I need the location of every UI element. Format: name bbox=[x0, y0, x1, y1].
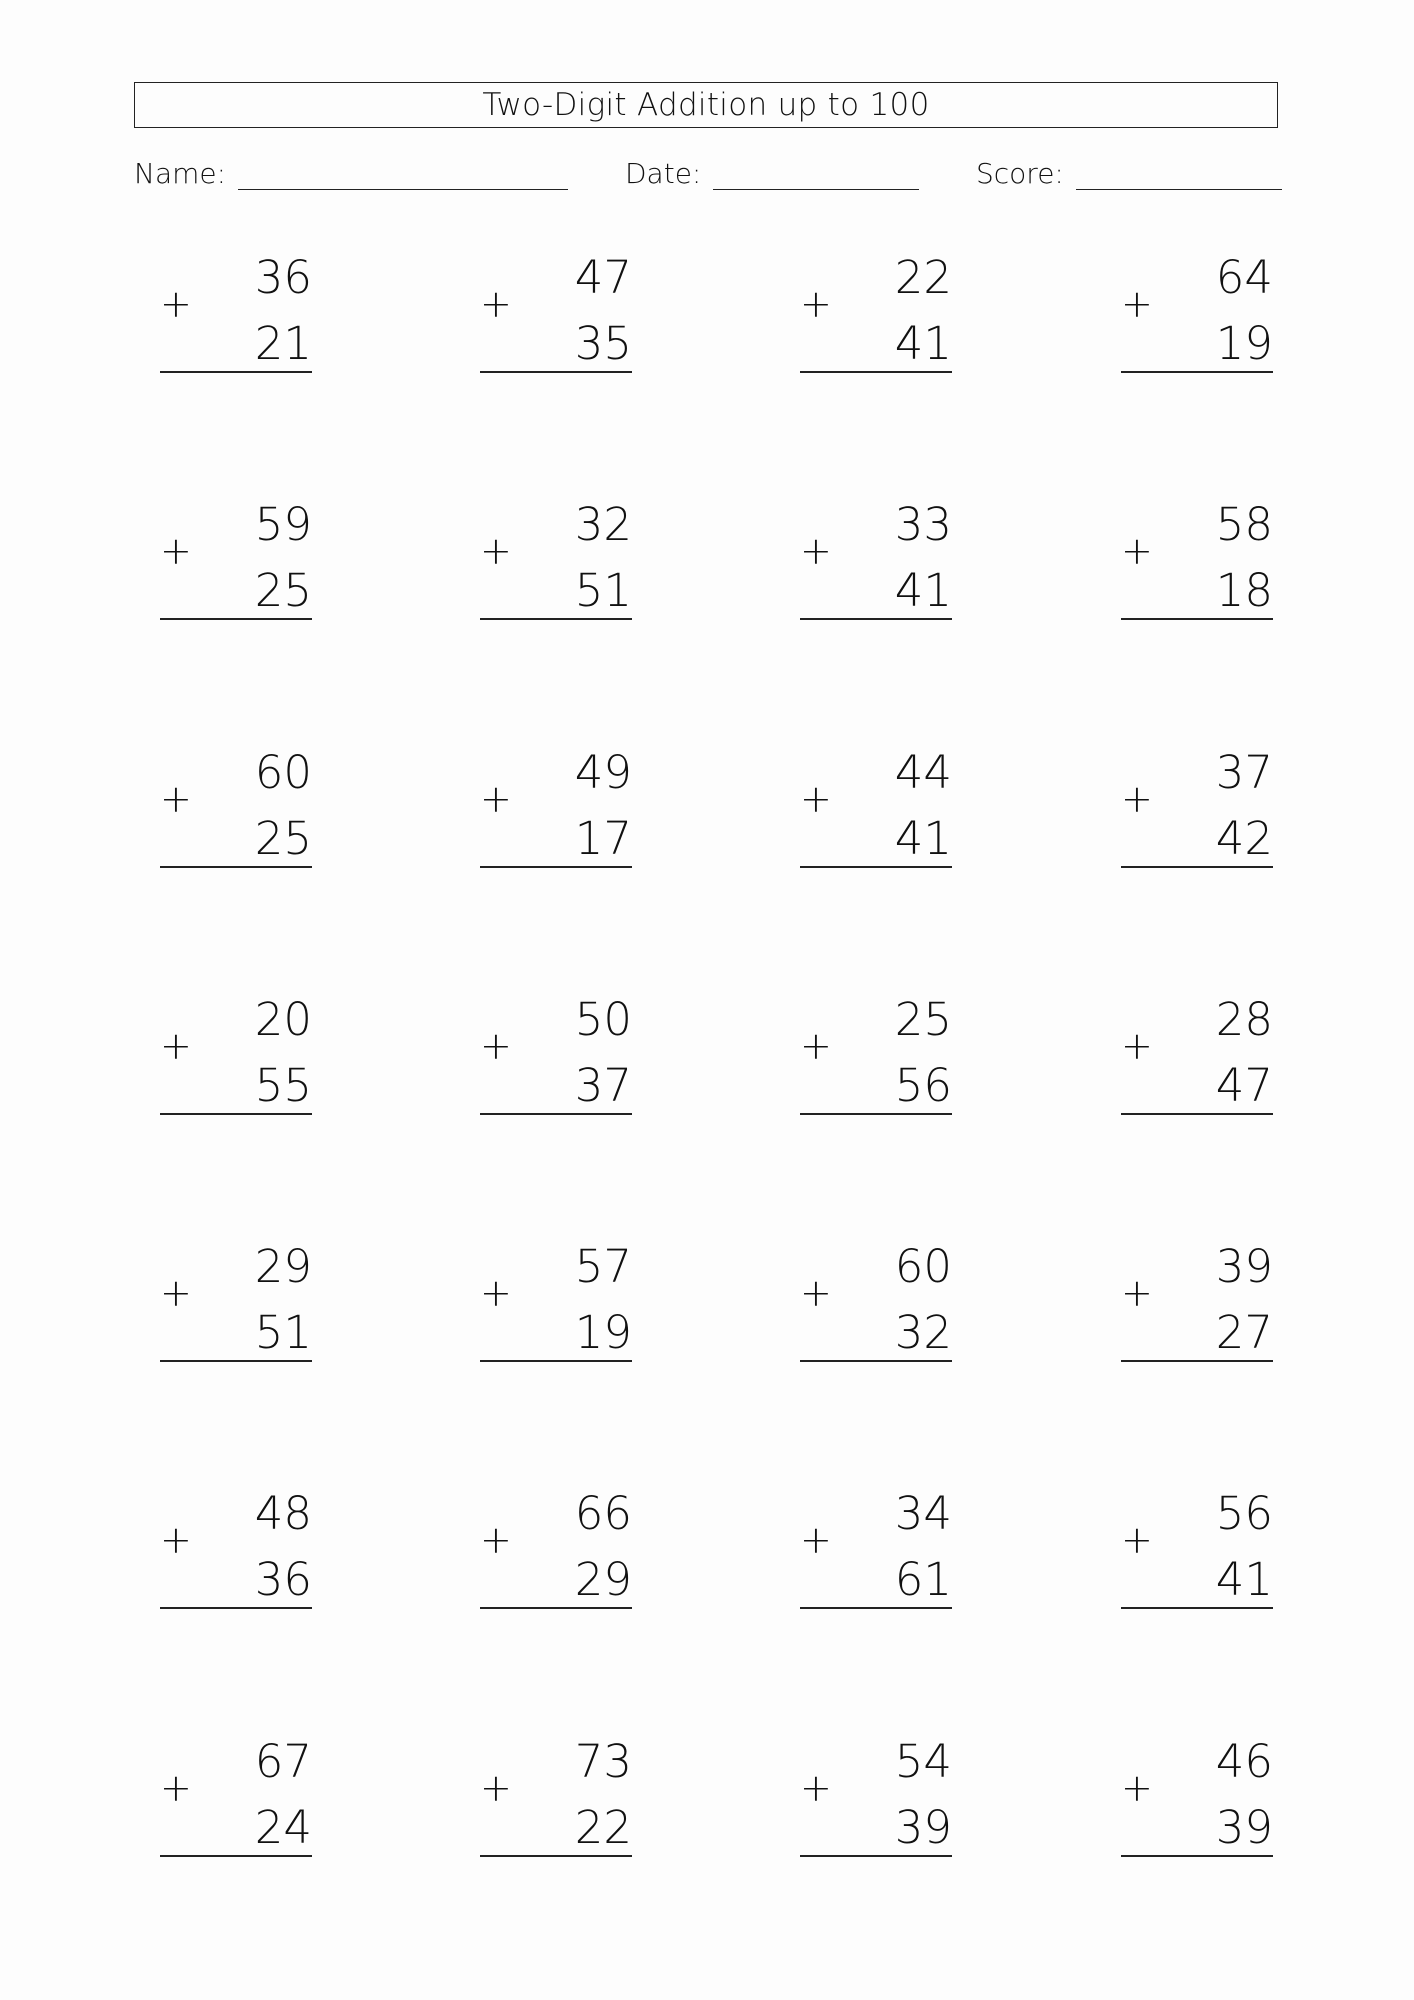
top-addend: 25 bbox=[894, 993, 952, 1046]
plus-sign: + bbox=[800, 1766, 832, 1810]
plus-sign: + bbox=[800, 777, 832, 821]
bottom-addend: 41 bbox=[894, 564, 952, 617]
plus-sign: + bbox=[800, 282, 832, 326]
plus-sign: + bbox=[160, 529, 192, 573]
score-label: Score: bbox=[976, 157, 1064, 190]
addition-problem bbox=[800, 746, 952, 885]
addition-problem bbox=[1121, 1735, 1273, 1874]
bottom-addend: 32 bbox=[894, 1306, 952, 1359]
bottom-addend: 39 bbox=[1215, 1801, 1273, 1854]
plus-sign: + bbox=[480, 777, 512, 821]
bottom-addend: 36 bbox=[254, 1553, 312, 1606]
top-addend: 49 bbox=[574, 746, 632, 799]
addition-problem bbox=[160, 993, 312, 1132]
plus-sign: + bbox=[160, 282, 192, 326]
answer-line[interactable] bbox=[160, 371, 312, 373]
addition-problem bbox=[1121, 746, 1273, 885]
addition-problem bbox=[480, 251, 632, 390]
bottom-addend: 24 bbox=[254, 1801, 312, 1854]
addition-problem bbox=[160, 498, 312, 637]
answer-line[interactable] bbox=[800, 866, 952, 868]
bottom-addend: 42 bbox=[1215, 812, 1273, 865]
bottom-addend: 18 bbox=[1215, 564, 1273, 617]
top-addend: 50 bbox=[574, 993, 632, 1046]
top-addend: 37 bbox=[1215, 746, 1273, 799]
top-addend: 34 bbox=[894, 1487, 952, 1540]
answer-line[interactable] bbox=[160, 1607, 312, 1609]
top-addend: 64 bbox=[1215, 251, 1273, 304]
answer-line[interactable] bbox=[1121, 866, 1273, 868]
answer-line[interactable] bbox=[800, 1607, 952, 1609]
top-addend: 59 bbox=[254, 498, 312, 551]
bottom-addend: 22 bbox=[574, 1801, 632, 1854]
addition-problem bbox=[800, 1487, 952, 1626]
plus-sign: + bbox=[480, 1518, 512, 1562]
plus-sign: + bbox=[1121, 1518, 1153, 1562]
bottom-addend: 47 bbox=[1215, 1059, 1273, 1112]
answer-line[interactable] bbox=[800, 618, 952, 620]
plus-sign: + bbox=[480, 282, 512, 326]
answer-line[interactable] bbox=[1121, 371, 1273, 373]
answer-line[interactable] bbox=[1121, 1607, 1273, 1609]
top-addend: 36 bbox=[254, 251, 312, 304]
answer-line[interactable] bbox=[480, 1855, 632, 1857]
plus-sign: + bbox=[1121, 1271, 1153, 1315]
bottom-addend: 21 bbox=[254, 317, 312, 370]
answer-line[interactable] bbox=[160, 1360, 312, 1362]
top-addend: 56 bbox=[1215, 1487, 1273, 1540]
top-addend: 66 bbox=[574, 1487, 632, 1540]
addition-problem bbox=[800, 498, 952, 637]
answer-line[interactable] bbox=[480, 1360, 632, 1362]
bottom-addend: 51 bbox=[574, 564, 632, 617]
addition-problem bbox=[160, 746, 312, 885]
addition-problem bbox=[160, 1487, 312, 1626]
addition-problem bbox=[800, 1240, 952, 1379]
bottom-addend: 35 bbox=[574, 317, 632, 370]
bottom-addend: 39 bbox=[894, 1801, 952, 1854]
addition-problem bbox=[1121, 993, 1273, 1132]
top-addend: 39 bbox=[1215, 1240, 1273, 1293]
bottom-addend: 56 bbox=[894, 1059, 952, 1112]
plus-sign: + bbox=[1121, 1766, 1153, 1810]
plus-sign: + bbox=[1121, 777, 1153, 821]
addition-problem bbox=[1121, 1487, 1273, 1626]
top-addend: 57 bbox=[574, 1240, 632, 1293]
addition-problem bbox=[480, 993, 632, 1132]
addition-problem bbox=[480, 498, 632, 637]
plus-sign: + bbox=[160, 777, 192, 821]
addition-problem bbox=[800, 1735, 952, 1874]
answer-line[interactable] bbox=[160, 1113, 312, 1115]
plus-sign: + bbox=[160, 1271, 192, 1315]
top-addend: 22 bbox=[894, 251, 952, 304]
addition-problem bbox=[480, 1487, 632, 1626]
top-addend: 29 bbox=[254, 1240, 312, 1293]
plus-sign: + bbox=[480, 1024, 512, 1068]
answer-line[interactable] bbox=[1121, 1113, 1273, 1115]
bottom-addend: 19 bbox=[1215, 317, 1273, 370]
addition-problem bbox=[1121, 1240, 1273, 1379]
plus-sign: + bbox=[480, 529, 512, 573]
plus-sign: + bbox=[800, 1271, 832, 1315]
top-addend: 60 bbox=[254, 746, 312, 799]
top-addend: 33 bbox=[894, 498, 952, 551]
answer-line[interactable] bbox=[800, 1360, 952, 1362]
answer-line[interactable] bbox=[480, 618, 632, 620]
bottom-addend: 51 bbox=[254, 1306, 312, 1359]
plus-sign: + bbox=[160, 1766, 192, 1810]
plus-sign: + bbox=[1121, 529, 1153, 573]
plus-sign: + bbox=[480, 1766, 512, 1810]
plus-sign: + bbox=[1121, 282, 1153, 326]
answer-line[interactable] bbox=[1121, 1855, 1273, 1857]
answer-line[interactable] bbox=[480, 1113, 632, 1115]
bottom-addend: 41 bbox=[1215, 1553, 1273, 1606]
top-addend: 48 bbox=[254, 1487, 312, 1540]
top-addend: 28 bbox=[1215, 993, 1273, 1046]
answer-line[interactable] bbox=[480, 371, 632, 373]
addition-problem bbox=[1121, 498, 1273, 637]
top-addend: 54 bbox=[894, 1735, 952, 1788]
top-addend: 58 bbox=[1215, 498, 1273, 551]
addition-problem bbox=[160, 1735, 312, 1874]
answer-line[interactable] bbox=[800, 1113, 952, 1115]
top-addend: 73 bbox=[574, 1735, 632, 1788]
name-label: Name: bbox=[134, 157, 227, 190]
plus-sign: + bbox=[480, 1271, 512, 1315]
addition-problem bbox=[160, 1240, 312, 1379]
plus-sign: + bbox=[800, 529, 832, 573]
addition-problem bbox=[1121, 251, 1273, 390]
answer-line[interactable] bbox=[800, 371, 952, 373]
bottom-addend: 41 bbox=[894, 812, 952, 865]
top-addend: 47 bbox=[574, 251, 632, 304]
addition-problem bbox=[800, 251, 952, 390]
bottom-addend: 37 bbox=[574, 1059, 632, 1112]
bottom-addend: 19 bbox=[574, 1306, 632, 1359]
worksheet-title-text: Two-Digit Addition up to 100 bbox=[482, 87, 930, 123]
top-addend: 60 bbox=[894, 1240, 952, 1293]
top-addend: 44 bbox=[894, 746, 952, 799]
bottom-addend: 55 bbox=[254, 1059, 312, 1112]
answer-line[interactable] bbox=[1121, 618, 1273, 620]
addition-problem bbox=[480, 746, 632, 885]
plus-sign: + bbox=[800, 1518, 832, 1562]
top-addend: 20 bbox=[254, 993, 312, 1046]
plus-sign: + bbox=[1121, 1024, 1153, 1068]
addition-problem bbox=[800, 993, 952, 1132]
bottom-addend: 17 bbox=[574, 812, 632, 865]
top-addend: 32 bbox=[574, 498, 632, 551]
plus-sign: + bbox=[160, 1024, 192, 1068]
date-label: Date: bbox=[625, 157, 702, 190]
addition-problem bbox=[480, 1735, 632, 1874]
answer-line[interactable] bbox=[800, 1855, 952, 1857]
addition-problem bbox=[160, 251, 312, 390]
answer-line[interactable] bbox=[1121, 1360, 1273, 1362]
top-addend: 67 bbox=[254, 1735, 312, 1788]
bottom-addend: 61 bbox=[894, 1553, 952, 1606]
plus-sign: + bbox=[160, 1518, 192, 1562]
answer-line[interactable] bbox=[480, 1607, 632, 1609]
addition-problem bbox=[480, 1240, 632, 1379]
answer-line[interactable] bbox=[160, 618, 312, 620]
bottom-addend: 29 bbox=[574, 1553, 632, 1606]
bottom-addend: 25 bbox=[254, 812, 312, 865]
answer-line[interactable] bbox=[480, 866, 632, 868]
answer-line[interactable] bbox=[160, 866, 312, 868]
answer-line[interactable] bbox=[160, 1855, 312, 1857]
top-addend: 46 bbox=[1215, 1735, 1273, 1788]
bottom-addend: 41 bbox=[894, 317, 952, 370]
plus-sign: + bbox=[800, 1024, 832, 1068]
bottom-addend: 25 bbox=[254, 564, 312, 617]
bottom-addend: 27 bbox=[1215, 1306, 1273, 1359]
